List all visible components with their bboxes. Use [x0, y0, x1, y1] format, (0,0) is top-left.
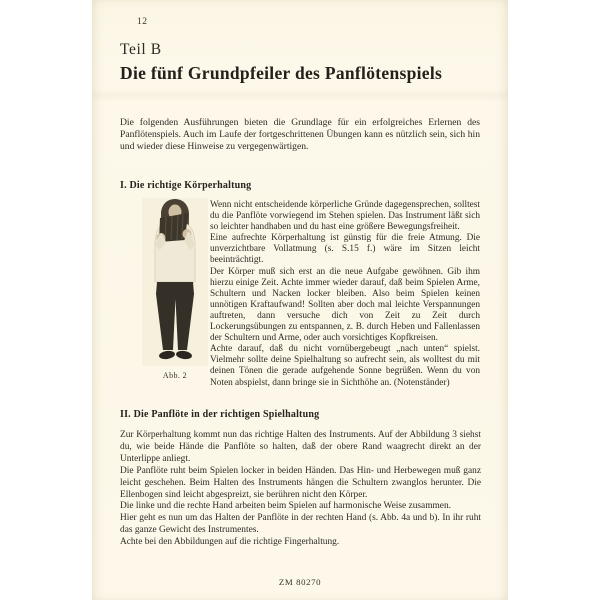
intro-paragraph: Die folgenden Ausführungen bieten die Grundlage für ein erfolgreiches Erlernen des Panflötenspiels. Auch im Laufe der fortgeschrittenen Übungen kann es nützlich sein, sich hin und wieder diese Hinweise zu vergegenwärtigen. [120, 116, 480, 152]
figure-caption: Abb. 2 [162, 371, 188, 380]
section-1-text [210, 200, 480, 389]
figure-abb2 [138, 198, 212, 380]
scan-shade-artifact [92, 88, 508, 102]
paragraph: Achte darauf, daß du nicht vornübergebeugt „nach unten“ spielst. Vielmehr sollte deine Spielhaltung so aufrecht sein, als wolltest du mit deinen Tönen die gerade aufgehende Sonne begrüßen. Wenn du von Noten abspielst, dann bringe sie in Sichthöhe an. (Notenständer) [210, 344, 480, 388]
paragraph: Achte bei den Abbildungen auf die richtige Fingerhaltung. [120, 537, 340, 548]
publisher-plate-number: ZM 80270 [278, 577, 322, 587]
paragraph: Zur Körperhaltung kommt nun das richtige Halten des Instruments. Auf der Abbildung 3 siehst du, wie beide Hände die Panflöte so halten, daß der obere Rand waagrecht direkt an der Unterlippe anliegt. [120, 430, 481, 464]
panflute-player-photo [142, 198, 208, 366]
paragraph: Eine aufrechte Körperhaltung ist günstig für die freie Atmung. Die unverzichtbare Vollatmung (s. S.15 f.) wäre im Sitzen leicht beeinträchtigt. [210, 233, 480, 266]
page-number: 12 [137, 17, 148, 27]
section-2-text [120, 430, 481, 549]
paragraph: Die Panflöte ruht beim Spielen locker in beiden Händen. Das Hin- und Herbewegen muß ganz leicht geschehen. Beim Halten des Instruments hängen die Schultern zwanglos herunter. Die Ellenbogen sind leicht abgespreizt, sie berühren nicht den Körper. [120, 465, 481, 500]
paragraph: Der Körper muß sich erst an die neue Aufgabe gewöhnen. Gib ihm hierzu einige Zeit. Achte immer wieder darauf, daß beim Spielen Arme, Schultern und Nacken locker bleiben. Also beim Spielen keinen unnötigen Kraftaufwand! Sollten aber doch mal leichte Verspannungen auftreten, dann versuche dich von Zeit zu Zeit durch Lockerungsübungen zu entspannen, z. B. durch Heben und Fallenlassen der Schultern und Arme, oder auch vorsichtiges Kopfkreisen. [210, 266, 480, 344]
paragraph: Wenn nicht entscheidende körperliche Gründe dagegensprechen, solltest du die Panflöte vorwiegend im Stehen spielen. Das Instrument läßt sich so leichter handhaben und du hast eine größere Bewegungsfreiheit. [210, 200, 480, 233]
section-1-heading: I. Die richtige Körperhaltung [120, 180, 252, 191]
paragraph: Die linke und die rechte Hand arbeiten beim Spielen auf harmonische Weise zusammen. [120, 501, 451, 512]
section-2-heading: II. Die Panflöte in der richtigen Spielhaltung [120, 409, 320, 420]
part-label: Teil B [120, 41, 162, 58]
book-page [92, 0, 508, 600]
page-title: Die fünf Grundpfeiler des Panflötenspiels [120, 63, 443, 83]
paragraph: Hier geht es nun um das Halten der Panflöte in der rechten Hand (s. Abb. 4a und b). In ihr ruht das ganze Gewicht des Instrumentes. [120, 513, 481, 536]
